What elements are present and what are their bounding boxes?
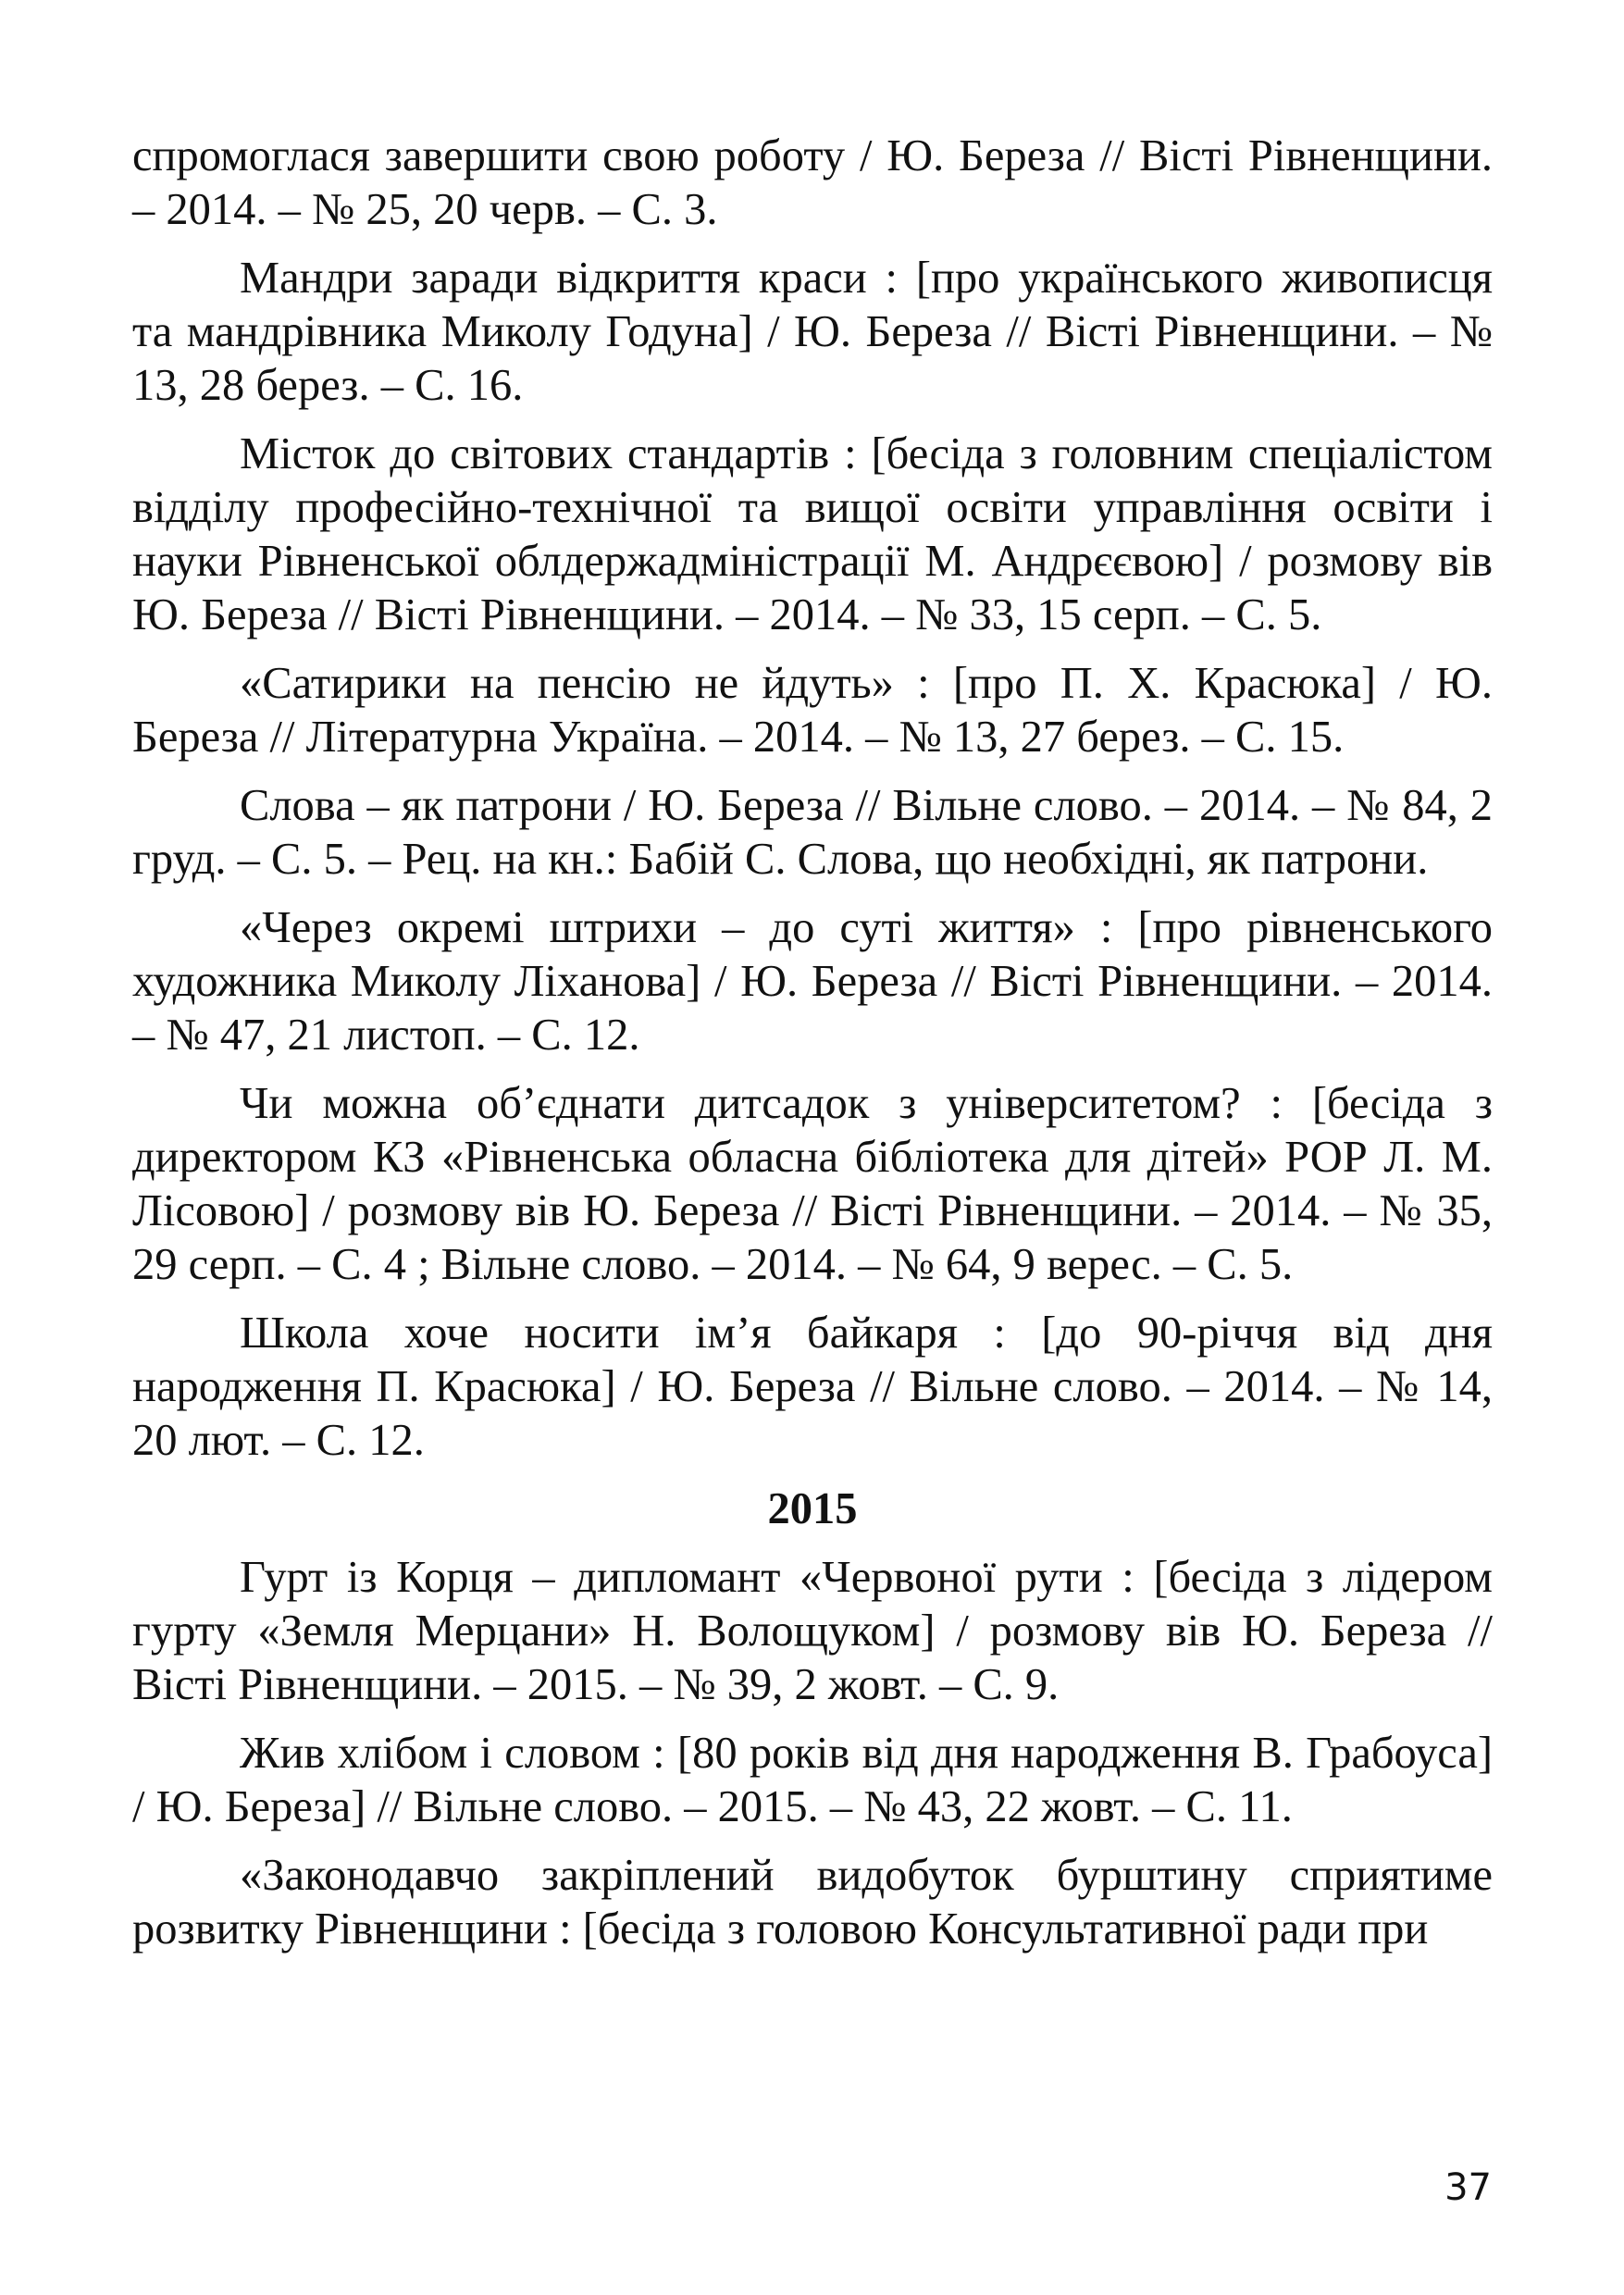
bibliography-entry: «Сатирики на пенсію не йдуть» : [про П. Х. Красюка] / Ю. Береза // Літературна Україна. – 2014. – № 13, 27 берез. – С. 15. [132, 659, 1493, 762]
bibliography-entry: спромоглася завершити свою роботу / Ю. Береза // Вісті Рівненщини. – 2014. – № 25, 20 черв. – С. 3. [132, 131, 1493, 234]
bibliography-entry: Школа хоче носити ім’я байкаря : [до 90-річчя від дня народження П. Красюка] / Ю. Береза // Вільне слово. – 2014. – № 14, 20 лют. – С. 12. [132, 1309, 1493, 1465]
bibliography-entry: Місток до світових стандартів : [бесіда з головним спеціалістом відділу професійно-технічної та вищої освіти управління освіти і науки Рівненської облдержадміністрації М. Андрєєвою] / розмову вів Ю. Береза // Вісті Рівненщини. – 2014. – № 33, 15 серп. – С. 5. [132, 429, 1493, 639]
bibliography-entry: «Через окремі штрихи – до суті життя» : [про рівненського художника Миколу Ліханова] / Ю. Береза // Вісті Рівненщини. – 2014. – № 47, 21 листоп. – С. 12. [132, 903, 1493, 1060]
bibliography-entry: Мандри заради відкриття краси : [про українського живописця та мандрівника Миколу Годуна] / Ю. Береза // Вісті Рівненщини. – № 13, 28 берез. – С. 16. [132, 254, 1493, 410]
page-body [132, 130, 1493, 1971]
year-heading: 2015 [767, 1484, 858, 1533]
bibliography-entry: Чи можна об’єднати дитсадок з університетом? : [бесіда з директором КЗ «Рівненська обласна бібліотека для дітей» РОР Л. М. Лісовою] / розмову вів Ю. Береза // Вісті Рівненщини. – 2014. – № 35, 29 серп. – С. 4 ; Вільне слово. – 2014. – № 64, 9 верес. – С. 5. [132, 1079, 1493, 1289]
bibliography-entry: Слова – як патрони / Ю. Береза // Вільне слово. – 2014. – № 84, 2 груд. – С. 5. – Рец. на кн.: Бабій С. Слова, що необхідні, як патрони. [132, 781, 1493, 884]
bibliography-entry: Жив хлібом і словом : [80 років від дня народження В. Грабоуса] / Ю. Береза] // Вільне слово. – 2015. – № 43, 22 жовт. – С. 11. [132, 1729, 1493, 1831]
bibliography-entry: Гурт із Корця – дипломант «Червоної рути : [бесіда з лідером гурту «Земля Мерцани» Н. Волощуком] / розмову вів Ю. Береза // Вісті Рівненщини. – 2015. – № 39, 2 жовт. – С. 9. [132, 1553, 1493, 1709]
bibliography-entry: «Законодавчо закріплений видобуток бурштину сприятиме розвитку Рівненщини : [бесіда з головою Консультативної ради при [132, 1851, 1493, 1954]
page-number: 37 [1444, 2166, 1492, 2209]
